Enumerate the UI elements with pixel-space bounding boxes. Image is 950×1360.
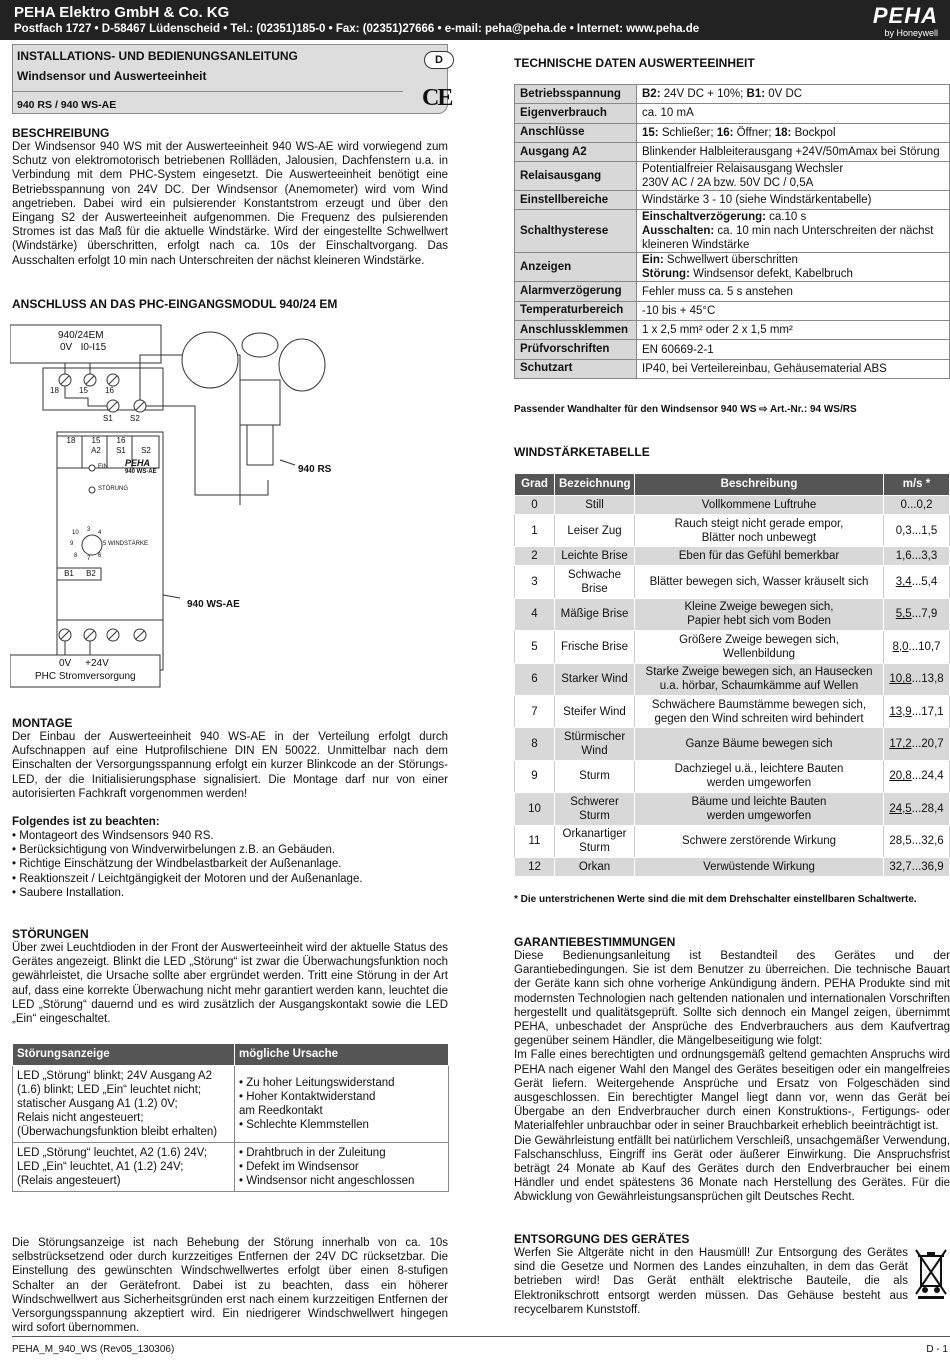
- table-cell: Leichte Brise: [555, 547, 635, 566]
- device-terminal-15: 15: [91, 436, 101, 445]
- section-garantie-heading: GARANTIEBESTIMMUNGEN: [514, 935, 676, 949]
- table-row: [515, 547, 950, 566]
- table-row: [515, 123, 950, 142]
- table-cell: 32,7...36,9: [884, 857, 950, 876]
- tech-note: Passender Wandhalter für den Windsensor 940 WS ⇨ Art.-Nr.: 94 WS/RS: [514, 404, 857, 415]
- montage-list: [12, 829, 448, 900]
- table-cell: LED „Störung“ leuchtet, A2 (1.6) 24V; LED „Ein“ leuchtet, A1 (1.2) 24V; (Relais angesteuert): [13, 1143, 235, 1192]
- table-header-row: [13, 1044, 449, 1066]
- table-cell: 12: [515, 857, 555, 876]
- montage-item: • Reaktionszeit / Leichtgängigkeit der Motoren und der Außenanlage.: [12, 872, 363, 885]
- tech-key: Anzeigen: [515, 253, 637, 282]
- em-terminals: 0V I0-I15: [60, 342, 107, 353]
- dial-6: 6: [98, 553, 102, 559]
- section-entsorgung-heading: ENTSORGUNG DES GERÄTES: [514, 1232, 690, 1246]
- doc-model: 940 RS / 940 WS-AE: [17, 99, 117, 111]
- tech-key: Schutzart: [515, 359, 637, 378]
- tech-key: Schalthysterese: [515, 210, 637, 253]
- table-row: [515, 301, 950, 320]
- table-cell: 24,5...28,4: [884, 793, 950, 825]
- dial-7: 7: [87, 556, 91, 562]
- stoerungen-table: [12, 1043, 449, 1192]
- list-item: • Zu hoher Leitungswiderstand: [239, 1076, 444, 1090]
- device-terminal-16: 16: [116, 436, 126, 445]
- table-row: [515, 191, 950, 210]
- section-beschreibung-heading: BESCHREIBUNG: [12, 126, 110, 140]
- dial-9: 9: [70, 541, 74, 547]
- tech-key: Alarmverzögerung: [515, 282, 637, 301]
- tech-value: IP40, bei Verteilereinbau, Gehäusematerial ABS: [637, 359, 950, 378]
- table-row: [515, 728, 950, 760]
- table-row: [515, 695, 950, 727]
- tech-data-table: [514, 84, 950, 379]
- device-terminal-18: 18: [66, 436, 76, 445]
- table-row: [515, 253, 950, 282]
- table-cell: Orkan: [555, 857, 635, 876]
- section-technik-heading: TECHNISCHE DATEN AUSWERTEEINHEIT: [514, 56, 755, 70]
- footer-divider: [12, 1336, 950, 1337]
- table-cell: 28,5...32,6: [884, 825, 950, 857]
- tech-value: Einschaltverzögerung: ca.10 s Ausschalten: ca. 10 min nach Unterschreiten der nächst kleineren Windstärke: [637, 210, 950, 253]
- table-cell: Steifer Wind: [555, 695, 635, 727]
- table-row: [515, 210, 950, 253]
- logo-text: PEHA: [872, 3, 938, 28]
- table-row: [515, 85, 950, 104]
- list-item: • Drahtbruch in der Zuleitung: [239, 1146, 444, 1160]
- tech-value: B2: 24V DC + 10%; B1: 0V DC: [637, 85, 950, 104]
- power-label: PHC Stromversorgung: [35, 671, 136, 682]
- table-cell: 3: [515, 566, 555, 598]
- terminal-18: 18: [50, 386, 59, 395]
- device-terminal-b1: B1: [64, 569, 74, 578]
- table-cell: 5: [515, 631, 555, 663]
- table-cell: 11: [515, 825, 555, 857]
- table-cell: Sturm: [555, 760, 635, 792]
- terminal-s1: S1: [103, 414, 113, 423]
- section-montage-heading: MONTAGE: [12, 716, 73, 730]
- table-cell: 5,5...7,9: [884, 598, 950, 630]
- label-940-ws-ae: 940 WS-AE: [187, 599, 240, 610]
- entsorgung-text: Werfen Sie Altgeräte nicht in den Hausmüll! Zur Entsorgung des Gerätes sind die Gesetze und Normen des Landes einzuhalten, in dem das Gerät betrieben wird! Das Gerät enthält elektrische Bauteile, die als Elektronikschrott entsorgt werden müssen. Das Gehäuse besteht aus recycelbarem Kunststoff.: [514, 1247, 908, 1316]
- table-cell: Rauch steigt nicht gerade empor, Blätter noch unbewegt: [635, 515, 884, 547]
- em-label: 940/24EM: [58, 330, 104, 341]
- doc-title: INSTALLATIONS- UND BEDIENUNGSANLEITUNG: [17, 49, 298, 63]
- montage-item: • Berücksichtigung von Windverwirbelungen z.B. an Gebäuden.: [12, 844, 336, 857]
- list-item: • Windsensor nicht angeschlossen: [239, 1174, 444, 1188]
- table-cell: 0: [515, 496, 555, 515]
- montage-item: • Saubere Installation.: [12, 886, 125, 899]
- table-cell: 2: [515, 547, 555, 566]
- dial-4: 4: [98, 530, 102, 536]
- table-cell: Vollkommene Luftruhe: [635, 496, 884, 515]
- stoerungen-after-text: Die Störungsanzeige ist nach Behebung der Störung innerhalb von ca. 10s selbstrücksetzend oder durch kurzzeitiges Entfernen der 24V DC rücksetzbar. Die Einstellung des gewünschten Windschwellwertes erfolgt über einen 8-stufigen Schalter an der Gerätefront. Dabei ist zu beachten, dass ein höherer Windschwellwert aus Sicherheitsgründen erst nach einem kurzzeitigen Entfernen der Versorgungsspannung akzeptiert wird. Ein niedrigerer Windschwellwert hingegen wird sofort übernommen.: [12, 1237, 448, 1335]
- table-header: Beschreibung: [635, 474, 884, 496]
- table-cell: Schwerer Sturm: [555, 793, 635, 825]
- dial-3: 3: [87, 527, 91, 533]
- table-header-row: [515, 474, 950, 496]
- table-cell: Verwüstende Wirkung: [635, 857, 884, 876]
- led-stoerung-label: STÖRUNG: [98, 486, 128, 492]
- tech-value: 15: Schließer; 16: Öffner; 18: Bockpol: [637, 123, 950, 142]
- table-cell: 4: [515, 598, 555, 630]
- table-row: [515, 631, 950, 663]
- table-cell: Stürmischer Wind: [555, 728, 635, 760]
- logo-subtext: by Honeywell: [884, 27, 938, 38]
- table-cell: Frische Brise: [555, 631, 635, 663]
- table-row: [515, 496, 950, 515]
- tech-key: Eigenverbrauch: [515, 104, 637, 123]
- table-cell: 17,2...20,7: [884, 728, 950, 760]
- terminal-s2: S2: [130, 414, 140, 423]
- title-box: [12, 44, 452, 114]
- garantie-text: Diese Bedienungsanleitung ist Bestandteil des Gerätes und der Garantiebedingungen. Sie ist dem Benutzer zu überreichen. Die technische Bauart der Geräte kann sich ohne vorherige Ankündigung ändern. PEHA Produkte sind mit modernsten Technologien nach geltenden nationalen und internationalen Vorschriften hergestellt und qualitätsgeprüft. Sollte sich dennoch ein Mangel zeigen, übernimmt PEHA, unbeschadet der Ansprüche des Endverbrauchers aus dem Kaufvertrag gegenüber seinem Händler, die Mängelbeseitigung wie folgt: Im Falle eines berechtigten und ordnungsgemäß geltend gemachten Anspruchs wird PEHA nach eigener Wahl den Mangel des Gerätes beseitigen oder ein mangelfreies Gerät liefern. Weitergehende Ansprüche und Ersatz von Folgeschäden sind ausgeschlossen. Ein berechtigter Mangel liegt dann vor, wenn das Gerät bei Übergabe an den Endverbraucher durch einen Konstruktions-, Fertigungs- oder Materialfehler unbrauchbar oder in seiner Brauchbarkeit erheblich beeinträchtigt ist. Die Gewährleistung entfällt bei natürlichem Verschleiß, unsachgemäßer Verwendung, Falschanschluss, Eingriff ins Gerät oder äußerer Einwirkung. Die Anspruchsfrist beträgt 24 Monate ab Kauf des Gerätes durch den Endverbraucher bei einem Händler und endet spätestens 36 Monate nach Herstellung des Gerätes. Für die Abwicklung von Gewährleistungsansprüchen gilt Deutsches Recht.: [514, 950, 950, 1204]
- tech-value: Fehler muss ca. 5 s anstehen: [637, 282, 950, 301]
- table-cell: Schwächere Baumstämme bewegen sich, gegen den Wind schreiten wird behindert: [635, 695, 884, 727]
- table-cell: Starke Zweige bewegen sich, an Hausecken u.a. hörbar, Schaumkämme auf Wellen: [635, 663, 884, 695]
- table-header: mögliche Ursache: [235, 1044, 449, 1066]
- wind-note: * Die unterstrichenen Werte sind die mit dem Drehschalter einstellbaren Schaltwerte.: [514, 894, 917, 905]
- tech-key: Anschlüsse: [515, 123, 637, 142]
- device-terminal-b2: B2: [86, 569, 96, 578]
- table-header: Störungsanzeige: [13, 1044, 235, 1066]
- table-cell: 8,0...10,7: [884, 631, 950, 663]
- terminal-15: 15: [79, 386, 88, 395]
- table-cell: Leiser Zug: [555, 515, 635, 547]
- table-row: [515, 598, 950, 630]
- dial-5: 5: [103, 541, 107, 547]
- device-logo: PEHA: [125, 458, 151, 468]
- table-cell: Starker Wind: [555, 663, 635, 695]
- wiring-diagram: [10, 320, 500, 690]
- beschreibung-text: Der Windsensor 940 WS mit der Auswerteeinheit 940 WS-AE wird vorwiegend zum Schutz von elektromotorisch betriebenen Rollläden, Jalousien, Dachfenstern u.a. in Verbindung mit dem PHC-System eingesetzt. Die Auswerteeinheit benötigt eine Betriebsspannung von 24V DC. Der Windsensor (Anemometer) wird vom Wind angetrieben. Dabei wird ein pulsierender Konstantstrom erzeugt und über den Eingang S2 der Auswerteeinheit aufgenommen. Die Frequenz des pulsierenden Stromes ist das Maß für die aktuelle Windstärke. Wird der eingestellte Schwellwert (Windstärke) überschritten, erfolgt nach ca. 10s der Einschaltvorgang. Das Ausschalten erfolgt 10 min nach Unterschreiten der nächst kleineren Windstärke.: [12, 141, 448, 267]
- montage-item: • Montageort des Windsensors 940 RS.: [12, 830, 214, 842]
- section-anschluss-heading: ANSCHLUSS AN DAS PHC-EINGANGSMODUL 940/24 EM: [12, 297, 338, 311]
- table-cell: 10,8...13,8: [884, 663, 950, 695]
- power-terminals: 0V +24V: [59, 658, 109, 669]
- table-cell: 0,3...1,5: [884, 515, 950, 547]
- table-header: m/s *: [884, 474, 950, 496]
- tech-key: Betriebsspannung: [515, 85, 637, 104]
- tech-value: -10 bis + 45°C: [637, 301, 950, 320]
- label-940-rs: 940 RS: [298, 464, 332, 475]
- table-cell: 20,8...24,4: [884, 760, 950, 792]
- table-cell: [235, 1066, 449, 1143]
- table-row: [515, 515, 950, 547]
- montage-item: • Richtige Einschätzung der Windbelastbarkeit der Außenanlage.: [12, 858, 342, 871]
- tech-value: ca. 10 mA: [637, 104, 950, 123]
- peha-logo: [843, 2, 938, 38]
- table-cell: 0...0,2: [884, 496, 950, 515]
- table-cell: 9: [515, 760, 555, 792]
- table-cell: Schwache Brise: [555, 566, 635, 598]
- device-terminal-s1: S1: [116, 446, 126, 455]
- tech-value: 1 x 2,5 mm² oder 2 x 1,5 mm²: [637, 321, 950, 340]
- weee-bin-icon: [914, 1248, 948, 1300]
- table-row: [515, 340, 950, 359]
- header-bar: [0, 0, 950, 40]
- table-cell: LED „Störung“ blinkt; 24V Ausgang A2 (1.6) blinkt; LED „Ein“ leuchtet nicht; statischer Ausgang A1 (1.2) 0V; Relais nicht angesteuert; (Überwachungsfunktion bleibt erhalten): [13, 1066, 235, 1143]
- table-row: [13, 1143, 449, 1192]
- table-cell: 13,9...17,1: [884, 695, 950, 727]
- led-ein-label: EIN: [98, 464, 109, 470]
- table-cell: 8: [515, 728, 555, 760]
- tech-value: Ein: Schwellwert überschritten Störung: Windsensor defekt, Kabelbruch: [637, 253, 950, 282]
- tech-value: Blinkender Halbleiterausgang +24V/50mAmax bei Störung: [637, 142, 950, 161]
- table-cell: 10: [515, 793, 555, 825]
- wind-table: [514, 473, 950, 877]
- table-row: [515, 142, 950, 161]
- windstaerke-label: WINDSTÄRKE: [108, 541, 149, 547]
- section-wind-heading: WINDSTÄRKETABELLE: [514, 445, 650, 459]
- table-cell: Kleine Zweige bewegen sich, Papier hebt sich vom Boden: [635, 598, 884, 630]
- footer-docref: PEHA_M_940_WS (Rev05_130306): [12, 1344, 175, 1355]
- tech-value: Potentialfreier Relaisausgang Wechsler 230V AC / 2A bzw. 50V DC / 0,5A: [637, 162, 950, 191]
- table-row: [515, 760, 950, 792]
- table-row: [515, 793, 950, 825]
- table-cell: Schwere zerstörende Wirkung: [635, 825, 884, 857]
- table-row: [515, 566, 950, 598]
- table-row: [13, 1066, 449, 1143]
- company-name: PEHA Elektro GmbH & Co. KG: [14, 4, 230, 21]
- company-contact: Postfach 1727 • D-58467 Lüdenscheid • Tel.: (02351)185-0 • Fax: (02351)27666 • e-mail: peha@peha.de • Internet: www.peha.de: [14, 23, 700, 35]
- tech-value: EN 60669-2-1: [637, 340, 950, 359]
- tech-key: Prüfvorschriften: [515, 340, 637, 359]
- table-cell: Ganze Bäume bewegen sich: [635, 728, 884, 760]
- table-cell: Still: [555, 496, 635, 515]
- terminal-16: 16: [105, 386, 114, 395]
- table-cell: Bäume und leichte Bauten werden umgeworfen: [635, 793, 884, 825]
- table-cell: Dachziegel u.ä., leichtere Bauten werden umgeworfen: [635, 760, 884, 792]
- language-badge: D: [424, 51, 454, 69]
- title-divider: [13, 91, 403, 92]
- device-terminal-s2: S2: [141, 446, 151, 455]
- table-cell: 7: [515, 695, 555, 727]
- tech-key: Temperaturbereich: [515, 301, 637, 320]
- tech-value: Windstärke 3 - 10 (siehe Windstärkentabelle): [637, 191, 950, 210]
- montage-subheading: Folgendes ist zu beachten:: [12, 816, 160, 828]
- list-item: • Schlechte Klemmstellen: [239, 1118, 444, 1132]
- list-item: • Defekt im Windsensor: [239, 1160, 444, 1174]
- list-item: • Hoher Kontaktwiderstand am Reedkontakt: [239, 1090, 444, 1118]
- table-row: [515, 321, 950, 340]
- device-name: 940 WS-AE: [125, 469, 157, 475]
- table-row: [515, 825, 950, 857]
- table-row: [515, 663, 950, 695]
- table-cell: 1: [515, 515, 555, 547]
- dial-8: 8: [74, 553, 78, 559]
- table-row: [515, 162, 950, 191]
- table-cell: Orkanartiger Sturm: [555, 825, 635, 857]
- tech-key: Einstellbereiche: [515, 191, 637, 210]
- table-row: [515, 359, 950, 378]
- table-row: [515, 282, 950, 301]
- wiring-diagram-svg: [10, 320, 500, 690]
- table-cell: Eben für das Gefühl bemerkbar: [635, 547, 884, 566]
- footer-page: D - 1: [926, 1344, 948, 1355]
- table-cell: [235, 1143, 449, 1192]
- montage-text: Der Einbau der Auswerteeinheit 940 WS-AE in der Verteilung erfolgt durch Aufschnappen auf eine Hutprofilschiene DIN EN 50022. Unmittelbar nach dem Einschalten der Versorgungsspannung erfolgt ein kurzer Blinkcode an der Störungs-LED, der die Initialisierungsphase signalisiert. Die Montage darf nur von einer autorisierten Fachkraft vorgenommen werden!: [12, 731, 448, 800]
- ce-mark: CE: [422, 85, 452, 111]
- table-cell: 1,6...3,3: [884, 547, 950, 566]
- table-header: Bezeichnung: [555, 474, 635, 496]
- table-cell: Blätter bewegen sich, Wasser kräuselt sich: [635, 566, 884, 598]
- table-cell: Mäßige Brise: [555, 598, 635, 630]
- stoerungen-text: Über zwei Leuchtdioden in der Front der Auswerteeinheit wird der aktuelle Status des Gerätes angezeigt. Blinkt die LED „Störung“ ist zwar die Überwachungsfunktion noch gewährleistet, die Ursache sollte aber ergründet werden. Tritt eine Störung in der Art auf, dass eine korrekte Überwachung nicht mehr garantiert werden kann, leuchtet die LED „Störung“ dauernd und es wird zusätzlich der Ausgangskontakt sowie die LED „Ein“ eingeschaltet.: [12, 942, 448, 1026]
- table-row: [515, 104, 950, 123]
- tech-key: Relaisausgang: [515, 162, 637, 191]
- table-cell: 3,4...5,4: [884, 566, 950, 598]
- device-terminal-a2: A2: [91, 446, 101, 455]
- tech-key: Ausgang A2: [515, 142, 637, 161]
- table-cell: Größere Zweige bewegen sich, Wellenbildung: [635, 631, 884, 663]
- table-header: Grad: [515, 474, 555, 496]
- tech-key: Anschlussklemmen: [515, 321, 637, 340]
- dial-10: 10: [72, 530, 79, 536]
- section-stoerungen-heading: STÖRUNGEN: [12, 927, 89, 941]
- doc-subtitle: Windsensor und Auswerteeinheit: [17, 69, 207, 83]
- table-cell: 6: [515, 663, 555, 695]
- table-row: [515, 857, 950, 876]
